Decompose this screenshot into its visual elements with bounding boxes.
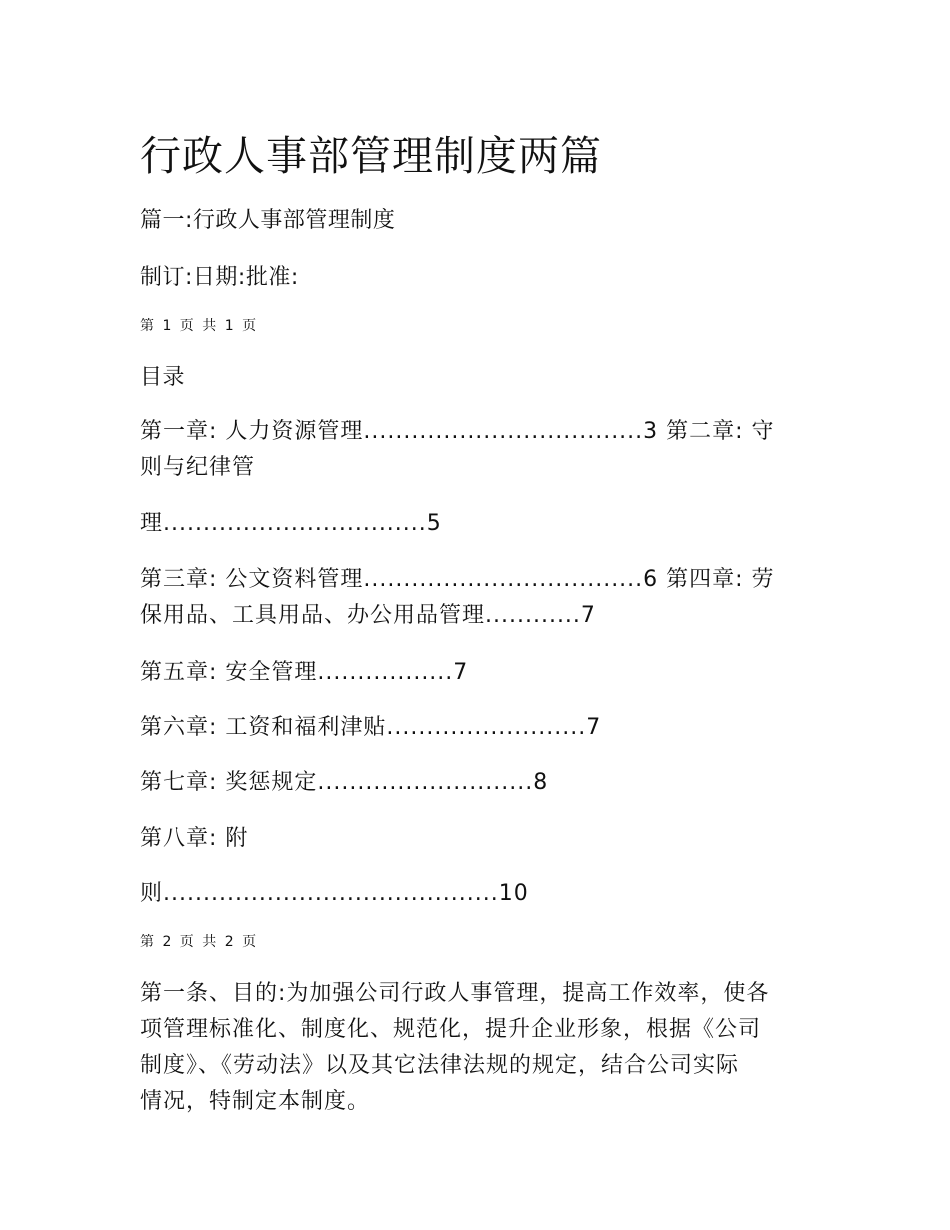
page-footer-2: 第 2 页 共 2 页 (140, 934, 259, 950)
paragraph-line: 项管理标准化、制度化、规范化，提升企业形象，根据《公司 (140, 1017, 762, 1042)
toc-entry (140, 562, 775, 634)
paragraph-line: 情况，特制定本制度。 (140, 1089, 371, 1114)
paragraph-line: 第一条、目的:为加强公司行政人事管理，提高工作效率，使各 (140, 981, 770, 1006)
page-footer-1: 第 1 页 共 1 页 (140, 318, 259, 334)
body-paragraph (140, 976, 820, 1120)
toc-entry: 理.................................5 (140, 511, 442, 536)
toc-entry: 第六章: 工资和福利津贴.........................7 (140, 715, 602, 740)
toc-line: 保用品、工具用品、办公用品管理............7 (140, 603, 596, 628)
toc-line: 则与纪律管 (140, 455, 256, 480)
toc-heading: 目录 (140, 365, 186, 390)
document-title: 行政人事部管理制度两篇 (140, 132, 602, 180)
document-subtitle: 篇一:行政人事部管理制度 (140, 208, 396, 233)
paragraph-line: 制度》、《劳动法》以及其它法律法规的规定，结合公司实际 (140, 1053, 740, 1078)
sign-line: 制订:日期:批准: (140, 265, 299, 290)
toc-line: 第一章: 人力资源管理...................................3 第二章: 守 (140, 419, 775, 444)
toc-entry: 第七章: 奖惩规定...........................8 (140, 770, 549, 795)
toc-entry (140, 414, 775, 486)
toc-entry: 第五章: 安全管理.................7 (140, 660, 469, 685)
toc-entry: 第八章: 附 (140, 826, 249, 851)
toc-line: 第三章: 公文资料管理...................................6 第四章: 劳 (140, 567, 775, 592)
toc-entry: 则..........................................10 (140, 881, 529, 906)
